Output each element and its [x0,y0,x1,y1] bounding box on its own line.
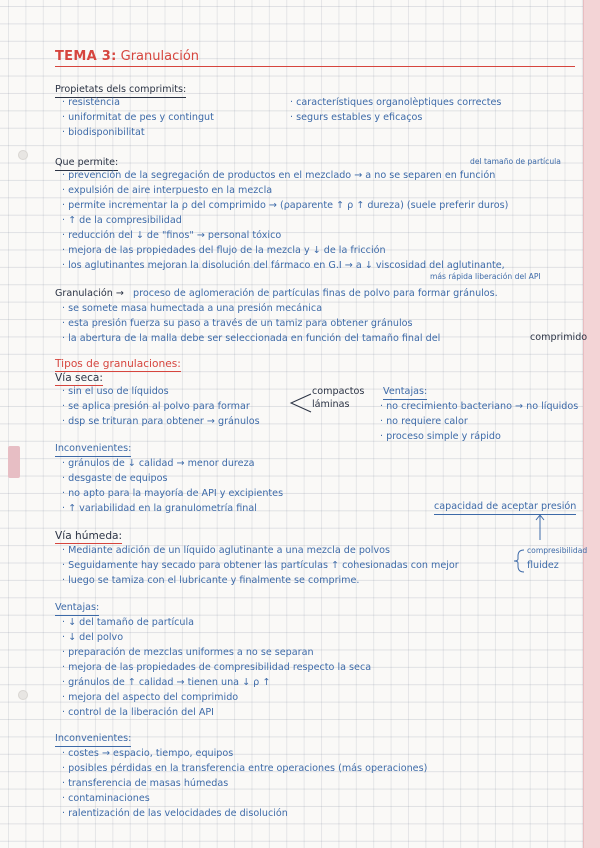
branch-bracket [285,390,315,418]
list-item: · ↑ variabilidad en la granulometría final [62,503,257,514]
page-margin-strip [583,0,600,848]
list-item: · costes → espacio, tiempo, equipos [62,748,234,759]
list-item: · biodisponibilitat [62,127,145,138]
page-sticker [8,446,20,478]
list-item: · mejora de las propiedades del flujo de la mezcla y ↓ de la fricción [62,245,386,256]
list-item: · no crecimiento bacteriano → no líquidos [380,401,579,412]
title-label: TEMA 3: [55,49,117,64]
list-item: · control de la liberación del API [62,707,215,718]
tipos-heading: Tipos de granulaciones: [55,358,181,370]
list-item: · mejora del aspecto del comprimido [62,692,239,703]
permite-heading: Que permite: [55,157,118,171]
page-title [55,49,575,67]
inconvenientes-heading: Inconvenientes: [55,443,131,457]
via-humeda-heading: Vía húmeda: [55,530,123,542]
capacidad-note: capacidad de aceptar presión [434,501,576,515]
inconvenientes-heading: Inconvenientes: [55,733,131,747]
list-item: · transferencia de masas húmedas [62,778,229,789]
granulacion-lead: Granulación → [55,288,124,299]
side-note: del tamaño de partícula [470,157,561,166]
list-item: · no requiere calor [380,416,468,427]
list-item: · reducción del ↓ de "finos" → personal tóxico [62,230,282,241]
list-item: · luego se tamiza con el lubricante y finalmente se comprime. [62,575,360,586]
list-item: · segurs estables y eficaços [290,112,423,123]
list-item: · esta presión fuerza su paso a través de un tamiz para obtener gránulos [62,318,413,329]
list-item: · sin el uso de líquidos [62,386,169,397]
via-seca-heading: Vía seca: [55,372,103,384]
list-item: · Mediante adición de un líquido aglutinante a una mezcla de polvos [62,545,390,556]
brace-icon [512,548,526,574]
title-name: Granulación [120,49,200,64]
list-item: · ↓ del polvo [62,632,124,643]
list-item: · se somete masa humectada a una presión mecánica [62,303,323,314]
list-item: · característiques organolèptiques correctes [290,97,502,108]
side-note: fluidez [527,560,559,571]
list-item: · resistència [62,97,120,108]
granulacion-definition: proceso de aglomeración de partículas finas de polvo para formar gránulos. [133,288,498,299]
list-item: · preparación de mezclas uniformes a no se separan [62,647,314,658]
list-item: · desgaste de equipos [62,473,168,484]
side-note: más rápida liberación del API [430,272,541,281]
binder-hole [18,690,28,700]
list-item: · uniformitat de pes y contingut [62,112,214,123]
branch-item: compactos [312,386,365,397]
list-item: · proceso simple y rápido [380,431,501,442]
list-item: · permite incrementar la ρ del comprimido → (ρaparente ↑ ρ ↑ dureza) (suele preferir duros) [62,200,509,211]
list-item: · posibles pérdidas en la transferencia entre operaciones (más operaciones) [62,763,428,774]
list-item: · gránulos de ↑ calidad → tienen una ↓ ρ ↑ [62,677,271,688]
list-item: · expulsión de aire interpuesto en la mezcla [62,185,273,196]
highlighted-word: comprimido [530,332,588,343]
list-item: · los aglutinantes mejoran la disolución del fármaco en G.I → a ↓ viscosidad del aglutinante, [62,260,505,271]
list-item: · Seguidamente hay secado para obtener las partículas ↑ cohesionadas con mejor [62,560,459,571]
list-item: · ↓ del tamaño de partícula [62,617,195,628]
list-item: · ↑ de la compresibilidad [62,215,182,226]
properties-heading: Propietats dels comprimits: [55,84,186,98]
list-item: · no apto para la mayoría de API y excipientes [62,488,284,499]
ventajas-heading: Ventajas: [383,386,427,400]
list-item: · ralentización de las velocidades de disolución [62,808,288,819]
arrow-up-icon [535,512,545,542]
binder-hole [18,150,28,160]
list-item: · dsp se trituran para obtener → gránulos [62,416,260,427]
side-note: compresibilidad [527,546,588,555]
list-item: · mejora de las propiedades de compresibilidad respecto la seca [62,662,372,673]
ventajas-heading: Ventajas: [55,602,99,616]
list-item: · se aplica presión al polvo para formar [62,401,250,412]
branch-item: láminas [312,399,350,410]
list-item: · prevención de la segregación de productos en el mezclado → a no se separen en función [62,170,496,181]
list-item: · contaminaciones [62,793,150,804]
list-item: · la abertura de la malla debe ser seleccionada en función del tamaño final del [62,333,441,344]
list-item: · gránulos de ↓ calidad → menor dureza [62,458,255,469]
